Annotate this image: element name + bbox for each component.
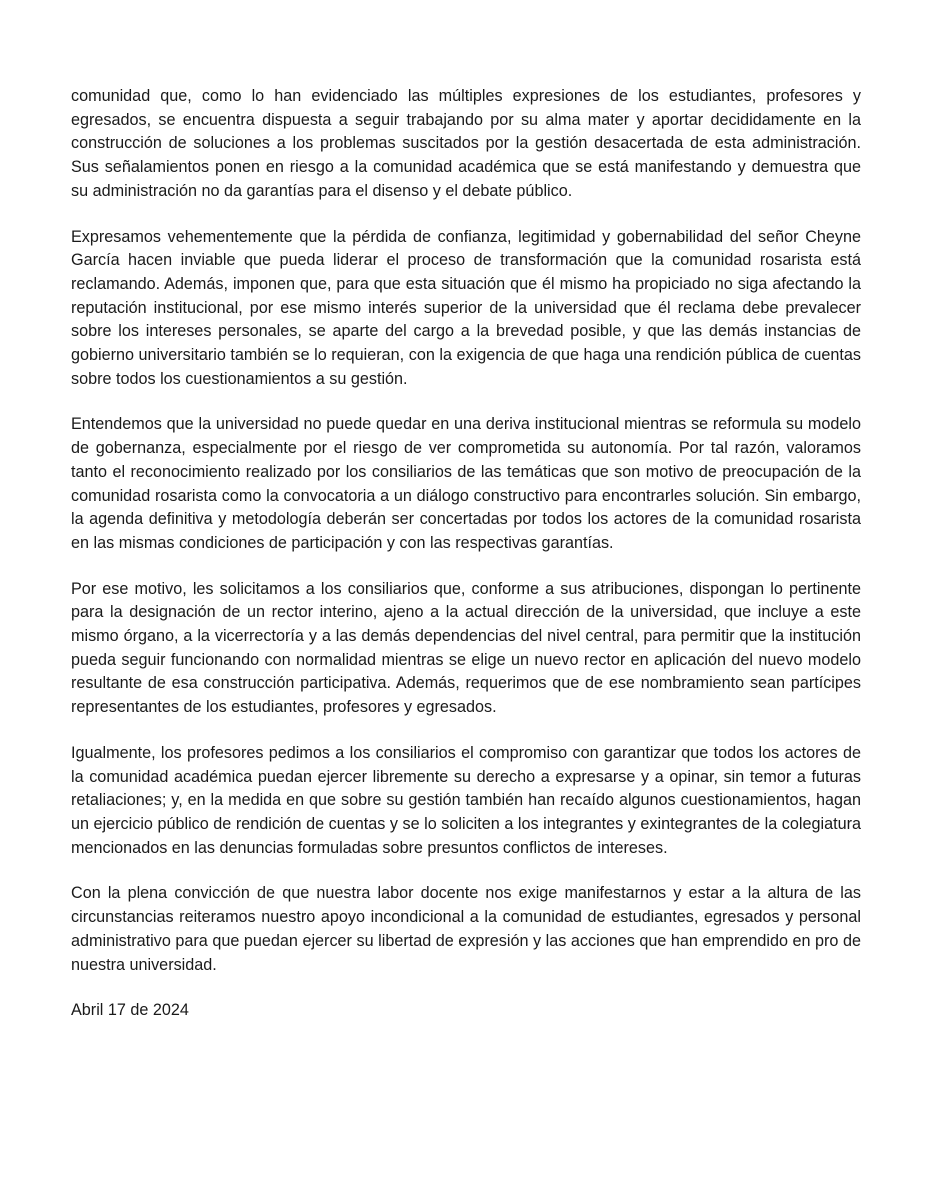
paragraph-interim-rector-request: Por ese motivo, les solicitamos a los consiliarios que, conforme a sus atribuciones, dispongan lo pertinente para la designación de un rector interino, ajeno a la actual dirección de la universidad, que incluye a este mismo órgano, a la vicerrectoría y a las demás dependencias del nivel central, para permitir que la institución pueda seguir funcionando con normalidad mientras se elige un nuevo rector en aplicación del nuevo modelo resultante de esa construcción participativa. Además, requerimos que de ese nombramiento sean partícipes representantes de los estudiantes, profesores y egresados. [71,579,861,717]
paragraph-guarantees-request: Igualmente, los profesores pedimos a los consiliarios el compromiso con garantizar que todos los actores de la comunidad académica puedan ejercer libremente su derecho a expresarse y a opinar, sin temor a futuras retaliaciones; y, en la medida en que sobre su gestión también han recaído algunos cuestionamientos, hagan un ejercicio público de rendición de cuentas y se lo soliciten a los integrantes y exintegrantes de la colegiatura mencionados en las denuncias formuladas sobre presuntos conflictos de intereses. [71,743,861,857]
document-date: Abril 17 de 2024 [71,1001,189,1020]
paragraph-institutional-drift: Entendemos que la universidad no puede quedar en una deriva institucional mientras se reformula su modelo de gobernanza, especialmente por el riesgo de ver comprometida su autonomía. Por tal razón, valoramos tanto el reconocimiento realizado por los consiliarios de las temáticas que son motivo de preocupación de la comunidad rosarista como la convocatoria a un diálogo constructivo para encontrarles solución. Sin embargo, la agenda definitiva y metodología deberán ser concertadas por todos los actores de la comunidad rosarista en las mismas condiciones de participación y con las respectivas garantías. [71,415,861,552]
paragraph-closing-support: Con la plena convicción de que nuestra labor docente nos exige manifestarnos y estar a la altura de las circunstancias reiteramos nuestro apoyo incondicional a la comunidad de estudiantes, egresados y personal administrativo para que puedan ejercer su libertad de expresión y las acciones que han emprendido en pro de nuestra universidad. [71,884,861,974]
paragraph-loss-of-confidence: Expresamos vehementemente que la pérdida de confianza, legitimidad y gobernabilidad del señor Cheyne García hacen inviable que pueda liderar el proceso de transformación que la comunidad rosarista está reclamando. Además, imponen que, para que esta situación que él mismo ha propiciado no siga afectando la reputación institucional, por ese mismo interés superior de la universidad que él reclama debe prevalecer sobre los intereses personales, se aparte del cargo a la brevedad posible, y que las demás instancias de gobierno universitario también se lo requieran, con la exigencia de que haga una rendición pública de cuentas sobre todos los cuestionamientos a su gestión. [71,227,861,388]
paragraph-community-support: comunidad que, como lo han evidenciado las múltiples expresiones de los estudiantes, profesores y egresados, se encuentra dispuesta a seguir trabajando por su alma mater y aportar decididamente en la construcción de soluciones a los problemas suscitados por la gestión desacertada de esta administración. Sus señalamientos ponen en riesgo a la comunidad académica que se está manifestando y demuestra que su administración no da garantías para el disenso y el debate público. [71,87,861,200]
